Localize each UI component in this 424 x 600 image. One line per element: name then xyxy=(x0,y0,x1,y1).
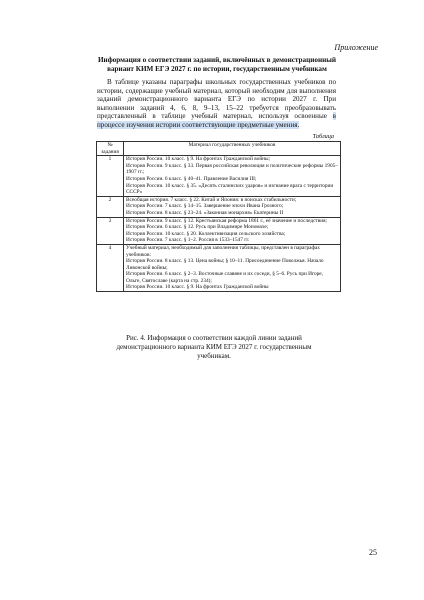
task-number: 1 xyxy=(97,156,124,197)
table-row xyxy=(97,196,341,217)
material-line: История России. 8 класс. § 13. Цена войны; § 10–11. Присоединение Поволжья. Начало Ливонской войны; xyxy=(126,258,324,271)
material-line: История России. 7 класс. § 1–2. Россия в 1533–1547 гг. xyxy=(126,237,250,244)
material-cell xyxy=(124,196,341,217)
task-number: 4 xyxy=(97,244,124,291)
intro-text-start: В таблице указаны параграфы школьных государственных учебников по истории, содержащие учебный материал, который необходим для выполнения заданий демонстрационного варианта ЕГЭ по истории 2027 г. При выполнении заданий 4, 6, 8, 9–13, 15–22 требуется преобразовывать представленный в таблице учебный материал, используя освоенные xyxy=(97,78,336,121)
intro-text-highlight: в процессе изучения истории соответствующие предметные умения. xyxy=(97,112,336,129)
material-line: История России. 8 класс. § 23–24. «Законная монархия» Екатерины II xyxy=(126,209,284,216)
material-line: История России. 7 класс. § 14–15. Завершение эпохи Ивана Грозного; xyxy=(126,203,284,210)
material-cell xyxy=(124,244,341,291)
material-line: История России. 9 класс. § 12. Крестьянская реформа 1861 г., её значение и последствия; xyxy=(126,217,327,224)
task-number: 3 xyxy=(97,217,124,244)
material-line: История России. 6 класс. § 40–41. Правление Василия III; xyxy=(126,175,257,182)
header-material: Материал государственных учебников xyxy=(124,142,341,156)
table-row xyxy=(97,244,341,291)
material-cell xyxy=(124,217,341,244)
material-line: История России. 9 класс. § 33. Первая российская революция и политические реформы 1905–1907 гг.; xyxy=(126,162,338,176)
material-line: История России. 10 класс. § 35. «Десять сталинских ударов» и изгнание врага с территории СССР» xyxy=(126,182,334,196)
intro-paragraph xyxy=(97,78,336,130)
appendix-label: Приложение xyxy=(334,43,378,52)
material-line: История России. 10 класс. § 20. Коллективизация сельского хозяйства; xyxy=(126,230,286,237)
table-row xyxy=(97,156,341,197)
figure-caption: Рис. 4. Информация о соответствии каждой линии заданий демонстрационного варианта КИМ ЕГЭ 2027 г. государственным учебникам. xyxy=(116,334,312,360)
intro-text xyxy=(97,78,336,130)
material-line: История России. 10 класс. § 9. На фронтах Гражданской войны xyxy=(126,284,269,291)
tasks-table xyxy=(96,141,341,292)
material-line: Всеобщая история. 7 класс. § 22. Китай и Япония: в поисках стабильности; xyxy=(126,196,297,203)
material-line: История России. 10 класс. § 9. На фронтах Гражданской войны; xyxy=(126,156,271,163)
page-number: 25 xyxy=(369,548,377,557)
material-line: История России. 6 класс. § 2–3. Восточные славяне и их соседи, § 5–6. Русь при Игоре, Ольге, Святославе (карта на стр. 234); xyxy=(126,271,323,284)
title-line-2: вариант КИМ ЕГЭ 2027 г. по истории, государственным учебникам xyxy=(107,65,327,73)
document-title xyxy=(90,56,344,74)
table-header-row xyxy=(97,142,341,156)
header-task-number: № задания xyxy=(97,142,124,156)
material-cell xyxy=(124,156,341,197)
title-line-1: Информация о соответствии заданий, включённых в демонстрационный xyxy=(97,56,337,64)
table-row xyxy=(97,217,341,244)
material-line: Учебный материал, необходимый для заполнения таблицы, представлен в параграфах учебников: xyxy=(126,244,320,258)
material-line: История России. 6 класс. § 12. Русь при Владимире Мономахе; xyxy=(126,224,269,231)
task-number: 2 xyxy=(97,196,124,217)
table-label: Таблица xyxy=(312,133,334,140)
